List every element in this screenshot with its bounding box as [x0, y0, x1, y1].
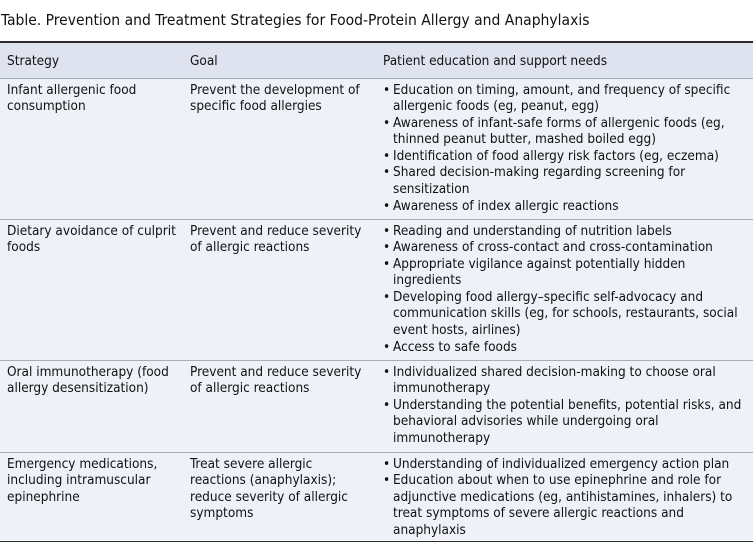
goal-cell: Treat severe allergic reactions (anaphylaxis); reduce severity of allergic symptoms — [183, 452, 376, 541]
strategy-cell: Dietary avoidance of culprit foods — [0, 219, 183, 360]
list-item — [383, 223, 749, 240]
table-header-row — [0, 42, 753, 78]
bullet-icon: • — [383, 114, 391, 131]
list-item — [383, 256, 749, 289]
bullet-icon: • — [383, 472, 391, 489]
list-item — [383, 239, 749, 256]
list-item — [383, 82, 749, 115]
bullet-icon: • — [383, 147, 391, 164]
bullet-icon: • — [383, 81, 391, 98]
list-item — [383, 339, 749, 356]
table-title: Table. Prevention and Treatment Strategies for Food-Protein Allergy and Anaphylaxis — [1, 11, 590, 29]
list-item — [383, 397, 749, 447]
list-item — [383, 364, 749, 397]
list-item — [383, 472, 749, 538]
bullet-icon: • — [383, 255, 391, 272]
bullet-icon: • — [383, 455, 391, 472]
education-list — [383, 82, 749, 215]
list-item — [383, 456, 749, 473]
list-item-text: Individualized shared decision-making to choose oral immunotherapy — [393, 363, 716, 397]
education-cell — [376, 219, 753, 360]
education-list — [383, 223, 749, 356]
column-header-strategy: Strategy — [0, 42, 183, 78]
bullet-icon: • — [383, 197, 391, 214]
strategy-cell: Oral immunotherapy (food allergy desensitization) — [0, 360, 183, 452]
bullet-icon: • — [383, 338, 391, 355]
list-item-text: Access to safe foods — [393, 338, 517, 355]
education-cell — [376, 452, 753, 541]
column-header-education: Patient education and support needs — [376, 42, 753, 78]
education-cell — [376, 360, 753, 452]
goal-cell: Prevent the development of specific food allergies — [183, 78, 376, 219]
strategy-cell: Infant allergenic food consumption — [0, 78, 183, 219]
bullet-icon: • — [383, 239, 391, 256]
education-list — [383, 364, 749, 447]
bullet-icon: • — [383, 222, 391, 239]
table-row — [0, 360, 753, 452]
list-item-text: Education about when to use epinephrine and role for adjunctive medications (eg, antihistamines, inhalers) to treat symptoms of severe allergic reactions and anaphylaxis — [393, 472, 733, 538]
bullet-icon: • — [383, 396, 391, 413]
list-item — [383, 289, 749, 339]
list-item-text: Education on timing, amount, and frequency of specific allergenic foods (eg, peanut, egg) — [393, 81, 731, 115]
column-header-goal: Goal — [183, 42, 376, 78]
list-item-text: Identification of food allergy risk factors (eg, eczema) — [393, 147, 719, 164]
list-item — [383, 115, 749, 148]
list-item-text: Shared decision-making regarding screening for sensitization — [393, 164, 686, 198]
bullet-icon: • — [383, 288, 391, 305]
list-item — [383, 164, 749, 197]
bullet-icon: • — [383, 164, 391, 181]
table-row — [0, 78, 753, 219]
list-item-text: Awareness of index allergic reactions — [393, 197, 619, 214]
list-item-text: Reading and understanding of nutrition labels — [393, 222, 672, 239]
table-row — [0, 452, 753, 541]
list-item — [383, 148, 749, 165]
list-item-text: Understanding of individualized emergency action plan — [393, 455, 730, 472]
list-item-text: Appropriate vigilance against potentially hidden ingredients — [393, 255, 686, 289]
list-item-text: Awareness of infant-safe forms of allergenic foods (eg, thinned peanut butter, mashed boiled egg) — [393, 114, 725, 148]
goal-cell: Prevent and reduce severity of allergic reactions — [183, 219, 376, 360]
strategies-table — [0, 41, 753, 542]
strategy-cell: Emergency medications, including intramuscular epinephrine — [0, 452, 183, 541]
list-item-text: Developing food allergy–specific self-advocacy and communication skills (eg, for schools, restaurants, social event hosts, airlines) — [393, 288, 738, 339]
list-item-text: Awareness of cross-contact and cross-contamination — [393, 239, 713, 256]
goal-cell: Prevent and reduce severity of allergic reactions — [183, 360, 376, 452]
education-cell — [376, 78, 753, 219]
bullet-icon: • — [383, 363, 391, 380]
table-row — [0, 219, 753, 360]
list-item-text: Understanding the potential benefits, potential risks, and behavioral advisories while undergoing oral immunotherapy — [393, 396, 742, 446]
list-item — [383, 198, 749, 215]
education-list — [383, 456, 749, 539]
strategies-table-container — [0, 41, 753, 540]
